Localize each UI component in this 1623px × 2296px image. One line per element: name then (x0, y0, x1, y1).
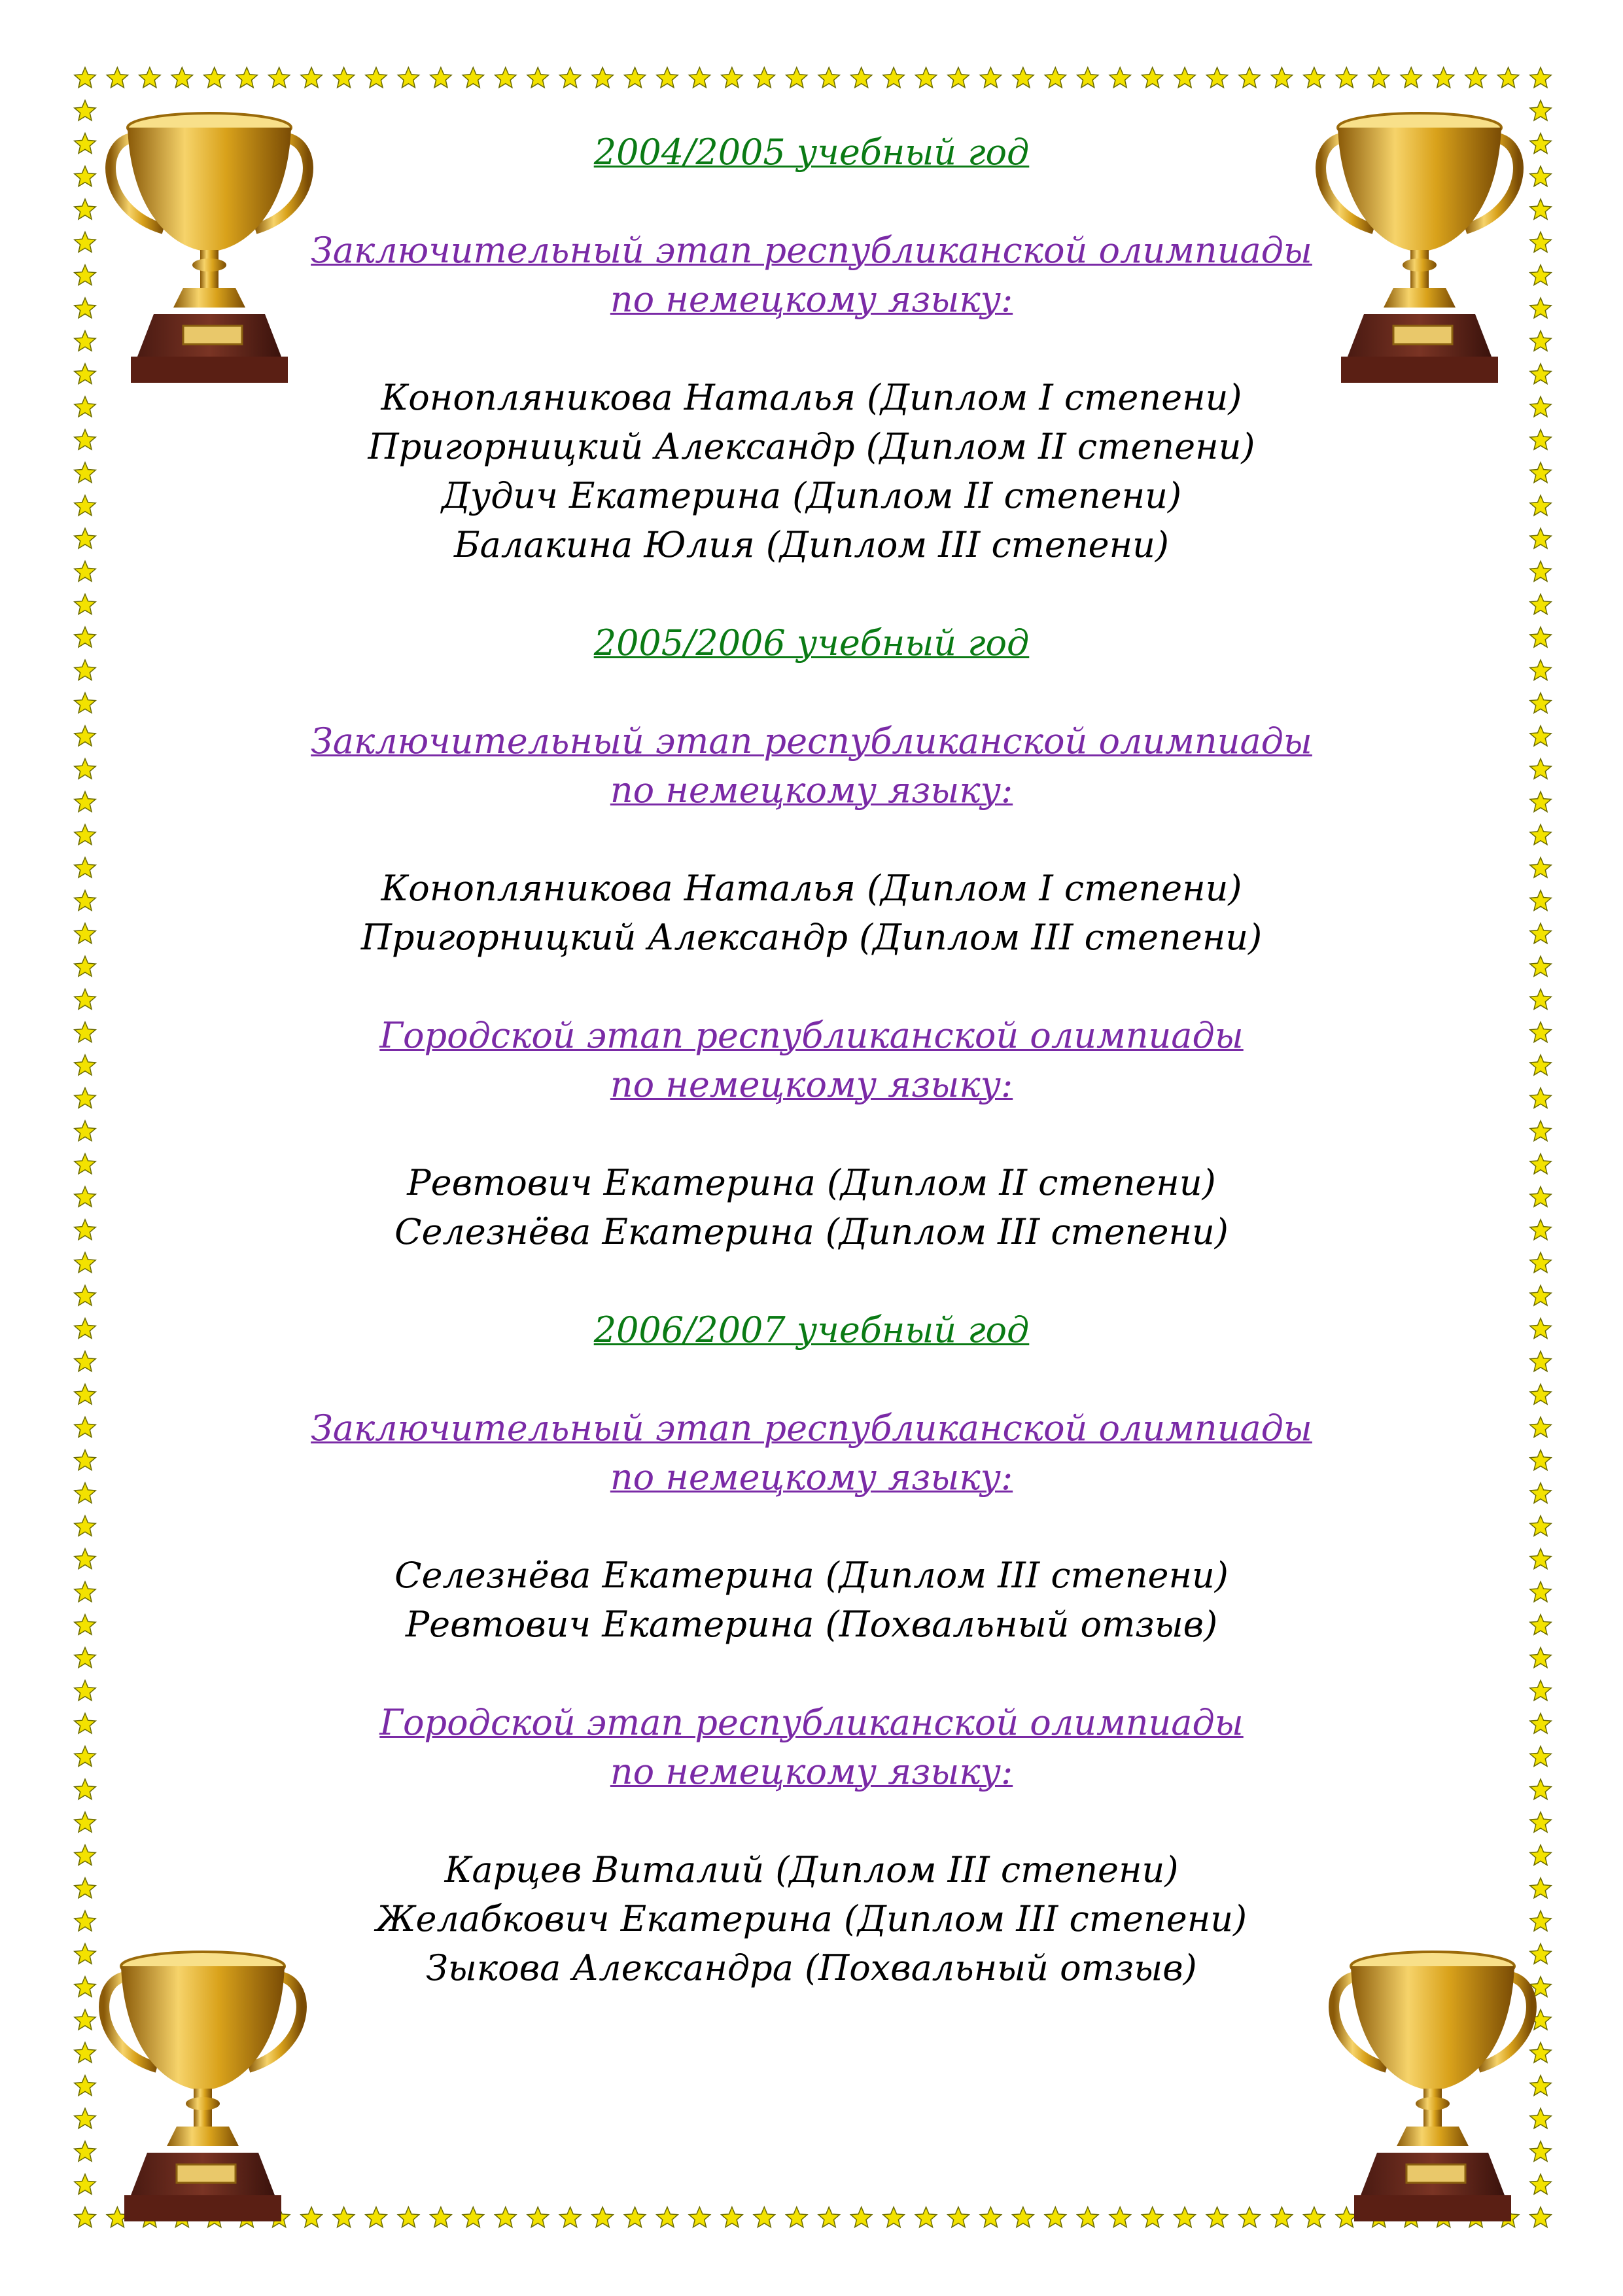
star-icon (75, 693, 96, 713)
star-icon (1530, 1812, 1551, 1832)
star-icon (75, 857, 96, 877)
star-icon (1530, 989, 1551, 1010)
star-icon (1530, 429, 1551, 450)
star-icon (1401, 67, 1422, 88)
star-icon (818, 67, 839, 88)
star-icon (1530, 1187, 1551, 1207)
star-icon (1530, 1648, 1551, 1668)
star-icon (560, 67, 581, 88)
star-icon (1530, 1384, 1551, 1404)
star-icon (1530, 1022, 1551, 1042)
star-icon (75, 1713, 96, 1733)
star-icon (657, 2207, 678, 2227)
star-icon (75, 495, 96, 516)
star-icon (1336, 67, 1357, 88)
star-icon (75, 1549, 96, 1569)
star-icon (689, 67, 710, 88)
winner-entry: Пригорницкий Александр (Диплом II степени) (368, 426, 1255, 467)
star-icon (398, 2207, 419, 2227)
star-icon (75, 1845, 96, 1865)
star-icon (75, 1187, 96, 1207)
section-year: 2006/2007 учебный год (593, 1309, 1030, 1351)
star-icon (75, 1088, 96, 1108)
star-icon (1530, 857, 1551, 877)
star-icon (75, 1516, 96, 1536)
star-icon (75, 956, 96, 976)
star-icon (1530, 1483, 1551, 1503)
stage-title: по немецкому языку: (610, 279, 1013, 320)
star-icon (75, 792, 96, 812)
star-icon (1530, 1285, 1551, 1305)
star-icon (851, 2207, 872, 2227)
star-icon (1077, 2207, 1098, 2227)
stage-title: Городской этап республиканской олимпиады (379, 1702, 1244, 1743)
winner-entry: Ревтович Екатерина (Похвальный отзыв) (405, 1604, 1218, 1645)
star-icon (75, 1581, 96, 1602)
winner-entry: Карцев Виталий (Диплом III степени) (444, 1849, 1179, 1890)
stage-title: по немецкому языку: (610, 1751, 1013, 1792)
star-icon (75, 627, 96, 647)
star-icon (75, 1483, 96, 1503)
star-icon (1530, 627, 1551, 647)
star-icon (754, 67, 775, 88)
star-icon (75, 1779, 96, 1799)
star-icon (75, 1812, 96, 1832)
star-icon (1530, 1154, 1551, 1174)
star-icon (689, 2207, 710, 2227)
winner-entry: Ревтович Екатерина (Диплом II степени) (407, 1162, 1216, 1203)
star-icon (1530, 824, 1551, 845)
stage-title: по немецкому языку: (610, 1064, 1013, 1105)
star-icon (1530, 1746, 1551, 1767)
star-icon (75, 989, 96, 1010)
star-icon (624, 2207, 645, 2227)
star-icon (75, 726, 96, 746)
winner-entry: Желабкович Екатерина (Диплом III степени) (375, 1898, 1248, 1939)
star-icon (75, 1318, 96, 1339)
star-icon (75, 397, 96, 417)
star-icon (75, 1055, 96, 1075)
star-icon (1530, 1779, 1551, 1799)
star-icon (75, 1220, 96, 1240)
star-icon (495, 2207, 516, 2227)
star-icon (462, 67, 483, 88)
star-icon (915, 2207, 936, 2227)
star-icon (1530, 693, 1551, 713)
star-icon (462, 2207, 483, 2227)
star-icon (592, 67, 613, 88)
star-icon (75, 1285, 96, 1305)
star-icon (1206, 67, 1227, 88)
star-icon (754, 2207, 775, 2227)
star-icon (657, 67, 678, 88)
star-icon (1109, 67, 1130, 88)
star-icon (171, 67, 192, 88)
star-icon (1045, 67, 1066, 88)
star-icon (1530, 1911, 1551, 1931)
star-icon (1530, 1450, 1551, 1470)
winner-entry: Селезнёва Екатерина (Диплом III степени) (394, 1211, 1229, 1252)
star-icon (1142, 67, 1163, 88)
star-icon (1304, 67, 1325, 88)
star-icon (75, 1680, 96, 1701)
star-icon (1530, 1055, 1551, 1075)
star-icon (75, 1911, 96, 1931)
star-icon (1530, 956, 1551, 976)
star-icon (1142, 2207, 1163, 2227)
star-icon (1530, 1549, 1551, 1569)
star-icon (75, 1878, 96, 1898)
star-icon (75, 824, 96, 845)
winner-entry: Конопляникова Наталья (Диплом I степени) (381, 868, 1242, 909)
star-icon (980, 67, 1001, 88)
star-icon (1530, 463, 1551, 483)
star-icon (1239, 67, 1260, 88)
winner-entry: Конопляникова Наталья (Диплом I степени) (381, 377, 1242, 418)
star-icon (1174, 67, 1195, 88)
star-icon (75, 1121, 96, 1141)
star-icon (1530, 1121, 1551, 1141)
star-icon (1530, 1088, 1551, 1108)
star-icon (333, 67, 354, 88)
star-icon (1530, 1713, 1551, 1733)
star-icon (1530, 1845, 1551, 1865)
star-icon (204, 67, 225, 88)
star-icon (1530, 792, 1551, 812)
star-icon (883, 67, 904, 88)
star-icon (1530, 1680, 1551, 1701)
star-icon (75, 1648, 96, 1668)
star-icon (786, 2207, 807, 2227)
star-icon (1206, 2207, 1227, 2227)
star-icon (75, 561, 96, 582)
star-icon (75, 1252, 96, 1273)
star-icon (1530, 1252, 1551, 1273)
star-icon (75, 528, 96, 548)
star-icon (1530, 397, 1551, 417)
star-icon (1530, 1220, 1551, 1240)
section-year: 2004/2005 учебный год (593, 132, 1030, 173)
star-icon (592, 2207, 613, 2227)
star-icon (75, 429, 96, 450)
star-icon (1271, 67, 1292, 88)
star-icon (301, 67, 322, 88)
star-icon (1045, 2207, 1066, 2227)
star-icon (722, 2207, 742, 2227)
star-icon (948, 2207, 969, 2227)
star-icon (1530, 1615, 1551, 1635)
star-icon (1465, 67, 1486, 88)
section-year: 2005/2006 учебный год (593, 622, 1030, 663)
winner-entry: Балакина Юлия (Диплом III степени) (454, 524, 1169, 565)
winner-entry: Зыкова Александра (Похвальный отзыв) (426, 1947, 1197, 1988)
star-icon (139, 67, 160, 88)
star-icon (818, 2207, 839, 2227)
stage-title: по немецкому языку: (610, 1457, 1013, 1498)
star-icon (269, 67, 290, 88)
star-icon (915, 67, 936, 88)
star-icon (430, 67, 451, 88)
stage-title: Заключительный этап республиканской олимпиады (311, 230, 1312, 271)
star-icon (624, 67, 645, 88)
star-icon (1530, 594, 1551, 614)
star-icon (366, 2207, 387, 2227)
star-icon (1497, 67, 1518, 88)
star-icon (366, 67, 387, 88)
star-icon (527, 67, 548, 88)
star-icon (1530, 1417, 1551, 1438)
star-icon (948, 67, 969, 88)
star-icon (1530, 660, 1551, 680)
star-icon (75, 594, 96, 614)
star-icon (75, 1351, 96, 1371)
star-icon (722, 67, 742, 88)
star-icon (75, 463, 96, 483)
star-icon (75, 891, 96, 911)
star-icon (75, 1417, 96, 1438)
star-icon (495, 67, 516, 88)
star-icon (1271, 2207, 1292, 2227)
stage-title: Городской этап республиканской олимпиады (379, 1015, 1244, 1056)
stage-title: Заключительный этап республиканской олимпиады (311, 1407, 1312, 1449)
star-icon (333, 2207, 354, 2227)
stage-title: по немецкому языку: (610, 769, 1013, 811)
star-icon (851, 67, 872, 88)
star-icon (236, 67, 257, 88)
star-icon (75, 1384, 96, 1404)
winner-entry: Пригорницкий Александр (Диплом III степени) (360, 917, 1263, 958)
star-icon (1077, 67, 1098, 88)
star-icon (1013, 2207, 1034, 2227)
star-icon (1530, 1351, 1551, 1371)
star-icon (1109, 2207, 1130, 2227)
star-icon (1530, 528, 1551, 548)
star-icon (1530, 726, 1551, 746)
star-icon (1530, 495, 1551, 516)
star-icon (75, 1450, 96, 1470)
star-icon (75, 1615, 96, 1635)
star-icon (1530, 891, 1551, 911)
star-icon (1530, 1516, 1551, 1536)
star-icon (75, 660, 96, 680)
star-icon (1530, 1878, 1551, 1898)
stage-title: Заключительный этап республиканской олимпиады (311, 720, 1312, 762)
star-icon (75, 759, 96, 779)
star-icon (75, 67, 96, 88)
star-icon (1530, 759, 1551, 779)
star-icon (786, 67, 807, 88)
star-icon (1013, 67, 1034, 88)
star-icon (1433, 67, 1454, 88)
star-icon (75, 1746, 96, 1767)
star-icon (1530, 561, 1551, 582)
star-icon (430, 2207, 451, 2227)
star-icon (75, 923, 96, 944)
star-icon (107, 67, 128, 88)
star-icon (1530, 1318, 1551, 1339)
winner-entry: Селезнёва Екатерина (Диплом III степени) (394, 1555, 1229, 1596)
star-icon (883, 2207, 904, 2227)
star-icon (560, 2207, 581, 2227)
star-icon (1530, 923, 1551, 944)
star-icon (75, 1022, 96, 1042)
star-icon (1369, 67, 1389, 88)
achievements-list (196, 128, 1427, 1992)
star-icon (75, 1154, 96, 1174)
star-icon (980, 2207, 1001, 2227)
star-icon (1239, 2207, 1260, 2227)
star-icon (398, 67, 419, 88)
winner-entry: Дудич Екатерина (Диплом II степени) (441, 475, 1182, 516)
star-icon (527, 2207, 548, 2227)
star-icon (1174, 2207, 1195, 2227)
star-icon (1530, 67, 1551, 88)
star-icon (1530, 1581, 1551, 1602)
